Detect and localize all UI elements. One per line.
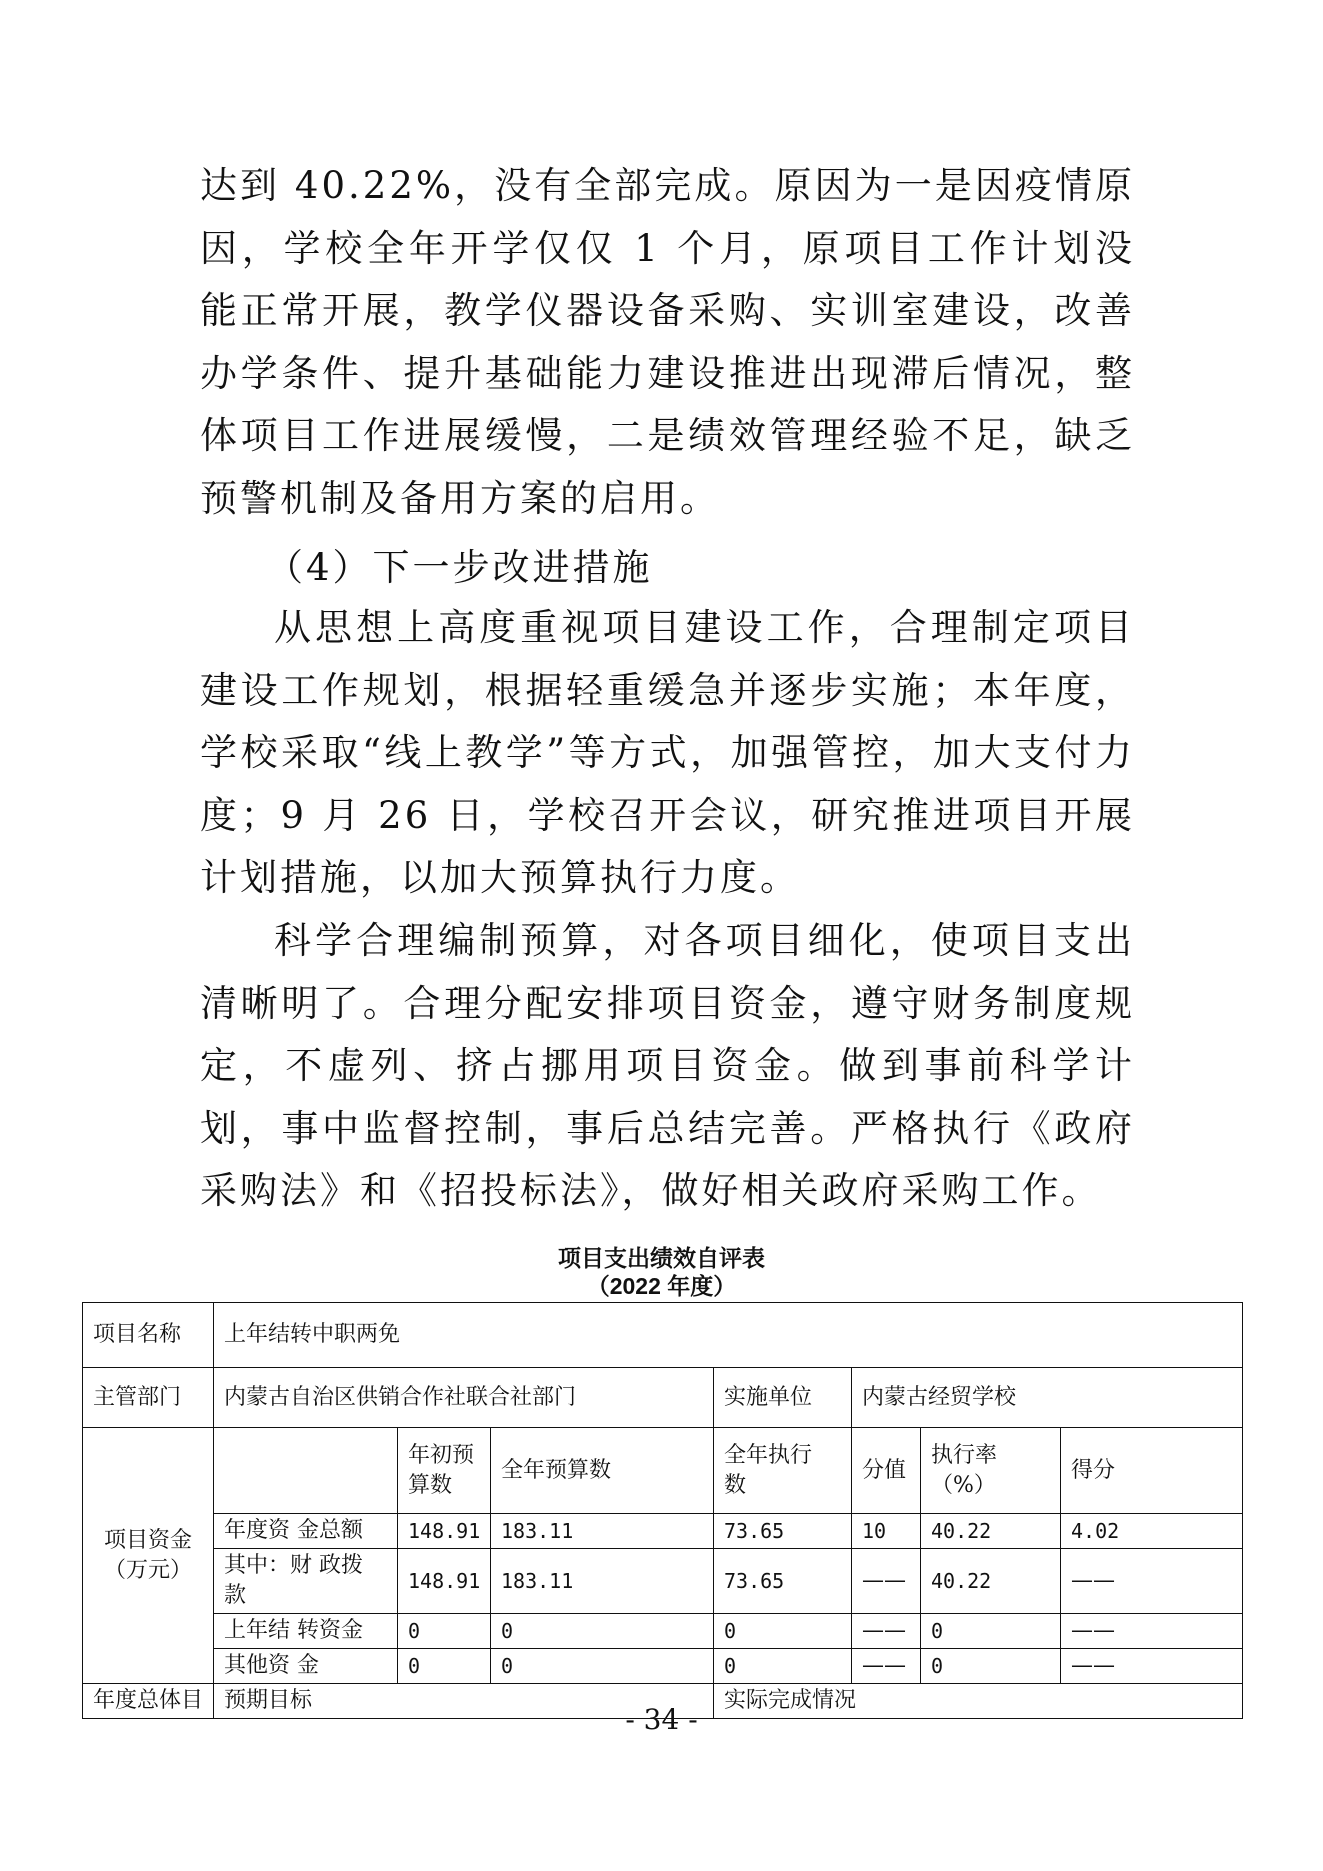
goal-label: 年度总体目 (83, 1684, 214, 1719)
header-rate: 执行率 （%） (921, 1428, 1061, 1514)
cell-score-value: —— (852, 1614, 921, 1649)
cell-rate: 40.22 (921, 1514, 1061, 1549)
cell-initial: 148.91 (398, 1514, 491, 1549)
dept-label: 主管部门 (83, 1368, 214, 1428)
row-label: 上年结 转资金 (214, 1614, 398, 1649)
performance-table (82, 1302, 1243, 1719)
cell-full-budget: 0 (491, 1614, 714, 1649)
cell-initial: 0 (398, 1649, 491, 1684)
header-score: 得分 (1061, 1428, 1243, 1514)
cell-score: —— (1061, 1614, 1243, 1649)
table-title: 项目支出绩效自评表 (558, 1245, 765, 1271)
table-row (83, 1614, 1243, 1649)
header-executed: 全年执行 数 (714, 1428, 852, 1514)
paragraph-improvement-1: 从思想上高度重视项目建设工作，合理制定项目建设工作规划，根据轻重缓急并逐步实施；本年度，学校采取“线上教学”等方式，加强管控，加大支付力度；9 月 26 日，学校召开会议，研究推进项目开展计划措施，以加大预算执行力度。 (200, 606, 1135, 899)
section-heading-improvement: （4）下一步改进措施 (266, 546, 653, 589)
row-label: 其他资 金 (214, 1649, 398, 1684)
impl-value: 内蒙古经贸学校 (852, 1368, 1243, 1428)
empty-header-cell (214, 1428, 398, 1514)
table-row (83, 1514, 1243, 1549)
cell-score: —— (1061, 1649, 1243, 1684)
cell-executed: 0 (714, 1649, 852, 1684)
header-full-budget: 全年预算数 (491, 1428, 714, 1514)
table-row (83, 1549, 1243, 1614)
header-score-value: 分值 (852, 1428, 921, 1514)
row-label: 其中：财 政拨 款 (214, 1549, 398, 1614)
cell-executed: 73.65 (714, 1514, 852, 1549)
cell-score: 4.02 (1061, 1514, 1243, 1549)
funds-label: 项目资金 （万元） (83, 1428, 214, 1684)
cell-initial: 148.91 (398, 1549, 491, 1614)
row-label: 年度资 金总额 (214, 1514, 398, 1549)
header-initial: 年初预 算数 (398, 1428, 491, 1514)
cell-executed: 0 (714, 1614, 852, 1649)
table-subtitle: （2022 年度） (586, 1273, 737, 1299)
cell-score-value: 10 (852, 1514, 921, 1549)
table-row (83, 1368, 1243, 1428)
cell-initial: 0 (398, 1614, 491, 1649)
table-row (83, 1649, 1243, 1684)
cell-score-value: —— (852, 1649, 921, 1684)
page-number: - 34 - (625, 1703, 698, 1736)
project-name-label: 项目名称 (83, 1303, 214, 1368)
cell-full-budget: 0 (491, 1649, 714, 1684)
actual-label: 实际完成情况 (714, 1684, 1243, 1719)
cell-full-budget: 183.11 (491, 1514, 714, 1549)
cell-executed: 73.65 (714, 1549, 852, 1614)
paragraph-reason: 达到 40.22%，没有全部完成。原因为一是因疫情原因，学校全年开学仅仅 1 个月，原项目工作计划没能正常开展，教学仪器设备采购、实训室建设，改善办学条件、提升基础能力建设推进出现滞后情况，整体项目工作进展缓慢，二是绩效管理经验不足，缺乏预警机制及备用方案的启用。 (200, 164, 1135, 520)
cell-full-budget: 183.11 (491, 1549, 714, 1614)
table-header-row (83, 1428, 1243, 1514)
project-name-value: 上年结转中职两免 (214, 1303, 1243, 1368)
paragraph-improvement-2: 科学合理编制预算，对各项目细化，使项目支出清晰明了。合理分配安排项目资金，遵守财务制度规定，不虚列、挤占挪用项目资金。做到事前科学计划，事中监督控制，事后总结完善。严格执行《政府采购法》和《招投标法》，做好相关政府采购工作。 (200, 919, 1135, 1212)
expected-label: 预期目标 (214, 1684, 714, 1719)
table-row (83, 1303, 1243, 1368)
cell-rate: 0 (921, 1614, 1061, 1649)
cell-rate: 40.22 (921, 1549, 1061, 1614)
cell-score: —— (1061, 1549, 1243, 1614)
cell-rate: 0 (921, 1649, 1061, 1684)
dept-value: 内蒙古自治区供销合作社联合社部门 (214, 1368, 714, 1428)
cell-score-value: —— (852, 1549, 921, 1614)
impl-label: 实施单位 (714, 1368, 852, 1428)
